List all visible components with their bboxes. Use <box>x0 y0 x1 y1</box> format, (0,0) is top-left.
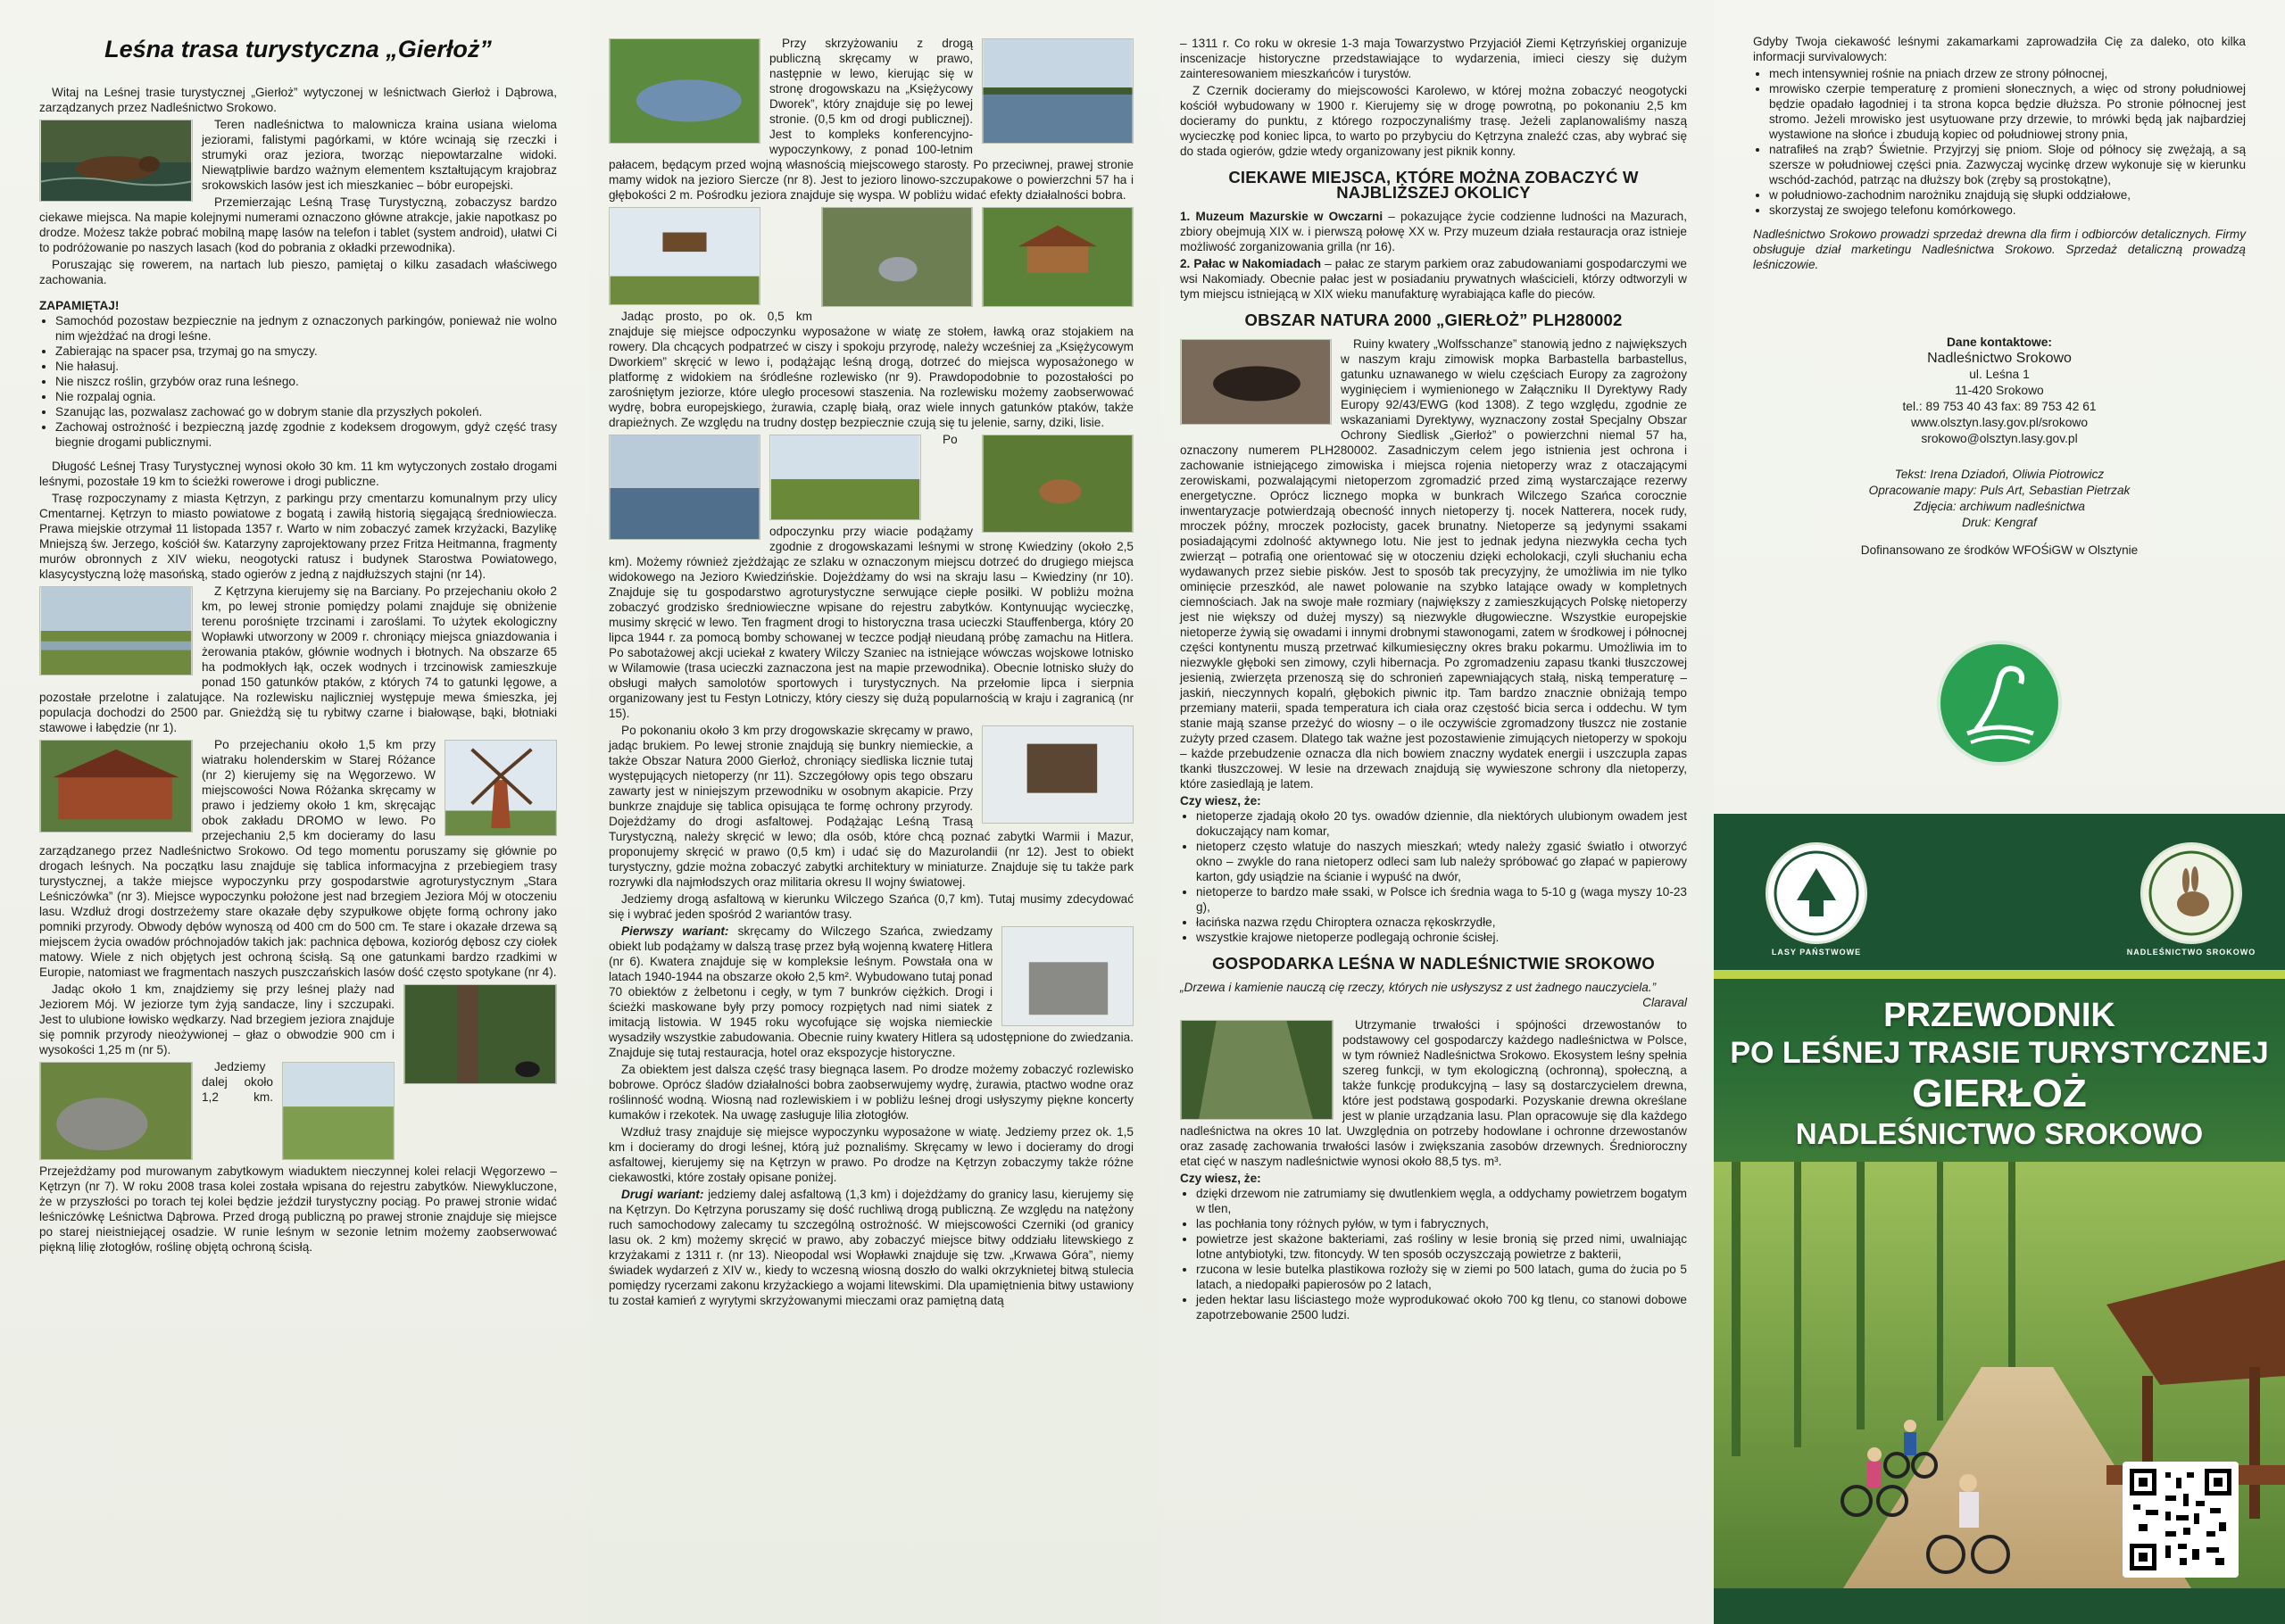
contact-block <box>1753 335 2246 447</box>
credit-map: Opracowanie mapy: Puls Art, Sebastian Pietrzak <box>1868 484 2131 497</box>
paragraph: Trasę rozpoczynamy z miasta Kętrzyn, z parkingu przy cmentarzu komunalnym przy ulicy Cmentarnej. Kętrzyn to miasto powiatowe z bogatą i zawiłą historią sięgającą średniowiecza. Prawa miejskie otrzymał 11 listopada 1357 r. Warto w nim zobaczyć zamek krzyżacki, Bazylikę Mniejszą św. Jerzego, kościół św. Katarzyny zaprojektowany przez Fritza Heitmanna, fragmenty murów obronnych z XIV wieku, neogotycki ratusz i budynek Starostwa Powiatowego, klasycystyczną lożę masońską, stado ogierów z jedną z najdłuższych stajni (nr 14). <box>39 492 557 581</box>
paragraph: Poruszając się rowerem, na nartach lub pieszo, pamiętaj o kilku zasadach właściwego zachowania. <box>39 258 557 286</box>
contact-website-link[interactable]: www.olsztyn.lasy.gov.pl/srokowo <box>1910 416 2089 429</box>
qr-code-icon <box>2130 1469 2231 1570</box>
paragraph: Teren nadleśnictwa to malownicza kraina usiana wieloma jeziorami, falistymi pagórkami, w które wcinają się rzeczki i strumyki oraz jeziora, tworząc niepowtarzalne widoki. Niewątpliwie bardzo ważnym elementem kształtującym krajobraz srokowskich lasów jest ich mieszkaniec – bóbr europejski. <box>202 118 557 192</box>
funding-note: Dofinansowano ze środków WFOŚiGW w Olsztynie <box>1860 543 2139 557</box>
paragraph: Jedziemy dalej około 1,2 km. Przejeżdżamy pod murowanym zabytkowym wiaduktem nieczynnej kolei relacji Węgorzewo – Kętrzyn (nr 7). W roku 2008 trasa kolei została wpisana do rejestru zabytków. Niewykluczone, że w przyszłości po torach tej kolei będzie jeździł turystyczny pociąg. Po prawej stronie widać leśniczówkę Leśnictwa Dąbrowa. Przed drogą publiczną po prawej stronie znajduje się miejsce po starej nieistniejącej osadzie. W runie leśnym w sezonie letnim możemy zaobserwować piękną lilię złotogłów, roślinę objętą ochroną ścisłą. <box>39 1060 557 1254</box>
bunker-sign-photo <box>982 725 1134 824</box>
cover-accent-stripe <box>1714 970 2285 979</box>
list-item: • Nie rozpalaj ognia. <box>55 389 557 404</box>
paragraph: Po odpoczynku przy wiacie podążamy zgodnie z drogowskazami leśnymi w stronę Kwiedziny (około 2,5 km). Możemy również zjeżdżając ze szlaku w oznaczonym miejscu dotrzeć do drugiego miejsca widokowego na Jezioro Kwiedzińskie. Dojeżdżamy do wsi na skraju lasu – Kwiedziny (nr 10). Znajduje się tu gospodarstwo agroturystyczne serwujące ciepłe posiłki. W pobliżu można zobaczyć grodzisko średniowieczne wpisane do rejestru zabytków. Kontynuując wycieczkę, musimy skręcić w lewo. Ten fragment drogi to historyczna trasa ucieczki Stauffenberga, który 20 lipca 1944 r. za pomocą bomby schowanej w teczce podjął nieudaną próbę zamachu na Hitlera. Po sabotażowej akcji uciekał z kwatery Wilczy Szaniec na istniejące wówczas wojskowe lotnisko w Wilamowie (trasa ucieczki zaznaczona jest na mapie przewodnika). Obecnie lotnisko służy do obsługi małych samolotów sportowych i turystycznych. Na przełomie lipca i sierpnia organizowany jest tu Festyn Lotniczy, który cieszy się dużą popularnością w kraju i zagranicą (nr 15). <box>609 433 1134 720</box>
variant2-text: jedziemy dalej asfaltową (1,3 km) i dojeżdżamy do granicy lasu, kierujemy się na Kętrzyn. Do Kętrzyna poruszamy się dość ruchliwą drogą publiczną. Ze względu na natężony ruch samochodowy zalecamy tu szczególną ostrożność. W miejscowości Czerniki (od granicy lasu ok. 2 km) możemy skręcić w prawo, aby zobaczyć miejsce bitwy oddziału litewskiego z krzyżakami z 1311 r. (nr 13). Nieopodal wsi Wopławki znajduje się tzw. „Krwawa Góra”, niemy świadek wydarzeń z XIV w., kiedy to wczesną wiosną doszło do walki okrzyknietej bitwą stulecia pomiędzy rycerzami zakonu krzyżackiego a wojami litewskimi. Dla upamiętnienia bitwy ustawiony tu został kamień z wyrytymi skrzyżowanymi mieczami oraz pamiętną datą <box>609 1188 1134 1307</box>
windmill-photo <box>445 740 557 836</box>
didyouknow-label: Czy wiesz, że: <box>1180 1172 1261 1185</box>
section-title-forestry: GOSPODARKA LEŚNA W NADLEŚNICTWIE SROKOWO <box>1212 954 1655 973</box>
paragraph: Ruiny kwatery „Wolfsschanze” stanowią jedno z największych w naszym kraju zimowisk mopka Barbastella barbastellus, gatunku uznawanego w wielu częściach Europy za zagrożony wyginięciem i wymienionego w Załączniku II Dyrektywy Rady Europy 92/43/EWG (kod 1308). Z tego względu, zgodnie ze wskazaniami Dyrektywy, wyznaczony został Specjalny Obszar Ochrony Siedlisk „Gierłoż” o powierzchni niemal 57 ha, oznaczony numerem PLH280002. Zasadniczym celem jego istnienia jest ochrona i zachowanie istniejącego zimowiska i miejsca rojenia nietoperzy wraz z otaczającymi zerowiskami, pozwalającymi nietoperzom zgromadzić przed zimą wystarczające rezerwy energetyczne. Oprócz licznego mopka w bunkrach Wilczego Szańca corocznie inwentaryzacje potwierdzają obecność innych nietoperzy tj. nocek Natterera, nocek rudy, mroczek późny, mroczek pozłocisty, gacek brunatny. Nietoperze są jedynymi ssakami posiadającymi zdolność aktywnego lotu. Nie jest to jednak jedyna niezwykła cecha tych zwierząt – potrafią one orientować się w otoczeniu dzięki echolokacji, czyli słuchaniu echa wydawanych przez siebie pisków. Jest to sposób tak precyzyjny, że umożliwia im nie tylko ominięcie przeszkód, ale nawet polowanie na szybko latające owady w kompletnych ciemnościach. Jak na swoje małe rozmiary (największy z zamieszkujących Polskę nietoperzy jest nie większy od dużej myszy) są niezwykle długowieczne. Wszystkie europejskie nietoperze żywią się owadami i innymi drobnymi stawonogami, zatem w środkowej i północnej części kontynentu muszą przetrwać kilkumiesięczny okres braku pokarmu. Umożliwia im to niezwykle głęboki sen zimowy, czyli hibernacja. Po zgromadzeniu zapasu tkanki tłuszczowej jesienią, zwierzęta przenoszą się do schronień zapewniających stałą, niską temperaturę – jaskiń, nieczynnych kopalń, głębokich piwnic itp. Tam bardzo znacznie obniżają tempo przemiany materii, spada temperatura ich ciała oraz częstość bicia serca i oddechu. W tym stanie mają szanse przeżyć do wiosny – o ile oczywiście zgromadzony tłuszcz nie zostanie zużyty przed czasem. Dlatego tak ważne jest pozostawienie zimujących nietoperzy w spokoju – każde przebudzenie oznacza dla nich bowiem znaczny wydatek energii i uszczupla zapas tkanki tłuszczowej. W lesie na drzewach znajdują się wywieszone schrony dla nietoperzy, które zasiedlają je latem. <box>1180 337 1687 791</box>
paragraph: Jedziemy drogą asfaltową w kierunku Wilczego Szańca (0,7 km). Tutaj musimy zdecydować się i wybrać jeden spośród 2 wariantów trasy. <box>609 892 1134 921</box>
lake-reeds-photo <box>282 1062 395 1160</box>
lasy-panstwowe-logo-icon <box>1772 849 1861 938</box>
panel-3 <box>1160 0 1714 1624</box>
paragraph: Za obiektem jest dalsza część trasy biegnąca lasem. Po drodze możemy zobaczyć rozlewisko bobrowe. Oprócz śladów działalności bobra zaobserwujemy wydrę, żurawia, ptactwo wodne oraz roślinność wodną. Wiosną nad rozlewiskiem i w pobliżu leśnej drogi usłyszymy piękne koncerty kumaków i rzekotek. Na uwagę zasługuje lilia złotogłów. <box>609 1063 1134 1122</box>
list-item: • dzięki drzewom nie zatrumiamy się dwutlenkiem węgla, a oddychamy powietrzem bogatym w tlen, <box>1196 1186 1687 1216</box>
place-1-label: 1. Muzeum Mazurskie w Owczarni <box>1180 210 1383 223</box>
place-2-label: 2. Pałac w Nakomiadach <box>1180 257 1322 270</box>
boulder-photo <box>39 1062 193 1160</box>
paragraph: Wzdłuż trasy znajduje się miejsce wypoczynku wyposażone w wiatę. Jedziemy przez ok. 1,5 km i docieramy do drogi leśnej, którą już poznaliśmy. Skręcamy w lewo i docieramy do drogi asfaltowej, kierujemy się na Kętrzyn w prawo. Po drodze na Kętrzyn zobaczymy także różne ciekawostki, które zostały opisane poniżej. <box>609 1125 1134 1184</box>
list-item: • jeden hektar lasu liściastego może wyprodukować około 700 kg tlenu, co stanowi dobowe zapotrzebowanie 2500 ludzi. <box>1196 1292 1687 1322</box>
paragraph: Po pokonaniu około 3 km przy drogowskazie skręcamy w prawo, jadąc brukiem. Po lewej stronie znajdują się bunkry niemieckie, a także Obszar Natura 2000 Gierłoż, chroniący siedliska licznie tutaj występujących nietoperzy (nr 11). Szczegółowy opis tego obszaru zawarty jest w niniejszym przewodniku w osobnym akapicie. Przy bunkrze znajduje się tablica opisująca te formę ochrony przyrody. Dojeżdżamy do drogi asfaltowej. Podążając Leśną Trasą Turystyczną, należy skręcić w lewo; dla osób, które chcą poznać zabytki Warmii i Mazur, proponujemy skręcić w prawo (0,5 km) i udać się do Mazurolandii (nr 12). Jest to obiekt turystyczny, gdzie można zobaczyć zabytki architektury w miniaturze. Znajduje się tu także park rozrywki dla najmłodszych oraz militaria okresu II wojny światowej. <box>609 724 1134 889</box>
page-title: Leśna trasa turystyczna „Gierłoż” <box>104 36 492 62</box>
deer-photo <box>982 435 1134 533</box>
lodge-photo <box>39 740 193 833</box>
lake-panorama-photo <box>609 435 760 540</box>
paragraph: Gdyby Twoja ciekawość leśnymi zakamarkami zaprowadziła Cię za daleko, oto kilka informacji survivalowych: <box>1753 35 2246 63</box>
panel-1 <box>0 0 589 1624</box>
list-item: • nietoperze to bardzo małe ssaki, w Polsce ich średnia waga to 5-10 g (waga myszy 10-23 g), <box>1196 884 1687 915</box>
credits-block <box>1753 467 2246 531</box>
place-2-text: – pałac ze starym parkiem oraz zabudowaniami gospodarczymi we wsi Nakomiady. Obecnie pałac jest w posiadaniu prywatnych właścicieli, którzy odtworzyli w tym miejscu istniejącą w XIX wieku manufakturę wyrabiająca kafle do pieców. <box>1180 257 1687 301</box>
remember-label: ZAPAMIĘTAJ! <box>39 299 120 312</box>
contact-street: ul. Leśna 1 <box>1969 368 2030 381</box>
list-item: • skorzystaj ze swojego telefonu komórkowego. <box>1769 203 2246 218</box>
list-item: • Zachowaj ostrożność i bezpieczną jazdę zgodnie z kodeksem drogowym, gdyż część trasy biegnie drogami publicznymi. <box>55 419 557 450</box>
hare-icon <box>2147 849 2236 938</box>
list-item: • mech intensywniej rośnie na pniach drzew ze strony północnej, <box>1769 66 2246 81</box>
list-item: • Szanując las, pozwalasz zachować go w dobrym stanie dla przyszłych pokoleń. <box>55 404 557 419</box>
paragraph: Długość Leśnej Trasy Turystycznej wynosi około 30 km. 11 km wytyczonych zostało drogami leśnymi, pozostałe 19 km to ścieżki rowerowe i drogi publiczne. <box>39 460 557 488</box>
didyouknow-label: Czy wiesz, że: <box>1180 794 1261 808</box>
paragraph: Z Czernik docieramy do miejscowości Karolewo, w której można zobaczyć neogotycki kościół wybudowany w 1900 r. Kierujemy się w drogę powrotną, po pokonaniu 2,5 km docieramy do punktu, z którego rozpoczynaliśmy trasę. Jeżeli zaplanowaliśmy naszą wycieczkę pod koniec lipca, to warto po przybyciu do Kętrzyna znaleźć czas, aby wybrać się do stada ogierów, gdzie wtedy organizowany jest piknik konny. <box>1180 84 1687 158</box>
cover <box>1714 814 2285 1624</box>
quote: „Drzewa i kamienie nauczą cię rzeczy, których nie usłyszysz z ust żadnego nauczyciela.” <box>1180 981 1657 994</box>
wetland-photo <box>39 586 193 675</box>
panel-3-text <box>1180 36 1687 1322</box>
meadow-photo <box>769 435 921 520</box>
survival-list <box>1753 66 2246 218</box>
lasy-panstwowe-logo-text: LASY PAŃSTWOWE <box>1771 948 1862 957</box>
contact-label: Dane kontaktowe: <box>1946 336 2053 349</box>
shelter-photo <box>982 207 1134 307</box>
credit-print: Druk: Kengraf <box>1962 516 2037 529</box>
list-item: • mrowisko czerpie temperaturę z promieni słonecznych, a więc od strony południowej będzie opadało łagodniej i ta strona kopca będzie dłuższa. Po stronie północnej jest stromo. Jeżeli mrowisko jest usytuowane przy drzewie, to mrówki będą jak najbardziej wystawione na słońce i zbudują kopiec od południowej strony pnia, <box>1769 81 2246 142</box>
paragraph: Jadąc prosto, po ok. 0,5 km znajduje się miejsce odpoczynku wyposażone w wiatę ze stołem, ławką oraz stojakiem na rowery. Dla chcących podpatrzeć w ciszy i spokoju przyrodę, należy wcześniej za „Księżycowym Dworkiem” skręcić w lewo i, podążając leśną drogą, dotrzeć do miejsca wyposażonego w platformę z widokiem na śródleśne rozlewisko (nr 9). Prawdopodobnie to pozostałości po zarośniętym jeziorze, które uległo procesowi staszenia. Na rozlewisku możemy zaobserwować wydrę, bobra europejskiego, żurawia, czaplę białą, oraz wiele innych gatunków ptaków, także drapieżnych. Ze względu na trudny dostęp bezpiecznie czują się tu jelenie, sarny, dziki, lisie. <box>609 310 1134 429</box>
paragraph: Przy skrzyżowaniu z drogą publiczną skręcamy w prawo, następnie w lewo, kierując się w stronę drogowskazu na „Księżycowy Dworek”, który znajduje się po lewej stronie. (0,5 km od drogi publicznej). Jest to kompleks konferencyjno-wypoczynkowy, z ponad 100-letnim pałacem, będącym przed wojną własnością miejscowego starosty. Po przeciwnej, prawej stronie mamy widok na jezioro Siercze (nr 8). Jest to jezioro linowo-szczupakowe o powierzchni 57 ha i głębokości 2 m. Pośrodku jeziora znajduje się wyspa. W pobliżu widać efekty działalności bobra. <box>609 37 1134 202</box>
beaver-photo <box>39 120 193 202</box>
list-item: • nietoperz często wlatuje do naszych mieszkań; wtedy należy zgasić światło i otworzyć okno – zwykle do rana nietoperz odleci sam lub należy spróbować go złapać w papierowy karton, gdy usiądzie na ścianie i wypuść na dwór, <box>1196 839 1687 884</box>
lake-aerial-photo <box>609 38 760 144</box>
panel-4-text <box>1753 34 2246 272</box>
paragraph: Przemierzając Leśną Trasę Turystyczną, zobaczysz bardzo ciekawe miejsca. Na mapie kolejnymi numerami oznaczono główne atrakcje, jakie napotkasz po drodze. Możesz także pobrać mobilną mapę lasów na telefon i tablet (system android), ułatwi Ci to podróżowanie po naszych lasach (kod do pobrania z okładki przewodnika). <box>39 195 557 254</box>
list-item: • w południowo-zachodnim narożniku znajdują się słupki oddziałowe, <box>1769 187 2246 203</box>
crane-photo <box>821 207 973 307</box>
cover-title-line-4: NADLEŚNICTWO SROKOWO <box>1795 1117 2204 1150</box>
paragraph: Utrzymanie trwałości i spójności drzewostanów to podstawowy cel gospodarczy każdego nadleśnictwa w Polsce, w tym również Nadleśnictwa Srokowo. Ekosystem leśny spełnia szereg funkcji, w tym ekologiczną (ochronną), społeczną, a także funkcję produkcyjną – lasy są dostarczycielem drewna, które jest podstawą gospodarki. Pozyskanie drewna określane jest w planie urządzania lasu. Plan opracowuje się dla każdego nadleśnictwa na okres 10 lat. Uwzględnia on potrzeby hodowlane i ochronne drzewostanów oraz zasadę zachowania trwałości lasów i zwiększania zasobów drzewnych. Średnioroczny etat cięć w naszym nadleśnictwie wynosi około 88,5 tys. m³. <box>1180 1018 1687 1168</box>
sales-note: Nadleśnictwo Srokowo prowadzi sprzedaż drewna dla firm i odbiorców detalicznych. Firmy obsługuje dział marketingu Nadleśnictwa Srokowo. Sprzedaż detaliczną prowadzą leśniczowie. <box>1753 228 2246 271</box>
paragraph: – 1311 r. Co roku w okresie 1-3 maja Towarzystwo Przyjaciół Ziemi Kętrzyńskiej organizuje inscenizacje historyczne przedstawiające to wydarzenia, imieci cieszy się dużym zainteresowaniem mieszkańców i turystów. <box>1180 37 1687 80</box>
variant1-label: Pierwszy wariant: <box>621 924 729 938</box>
list-item: • łacińska nazwa rzędu Chiroptera oznacza rękoskrzydłe, <box>1196 915 1687 930</box>
list-item: • wszystkie krajowe nietoperze podlegają ochronie ścisłej. <box>1196 930 1687 945</box>
section-title-places: CIEKAWE MIEJSCA, KTÓRE MOŻNA ZOBACZYĆ W NAJBLIŻSZEJ OKOLICY <box>1228 168 1639 202</box>
sunlit-forest-photo <box>1180 1020 1334 1120</box>
variant2-label: Drugi wariant: <box>621 1188 704 1201</box>
list-item: • Nie niszcz roślin, grzybów oraz runa leśnego. <box>55 374 557 389</box>
panel-1-text <box>39 85 557 1256</box>
credit-text: Tekst: Irena Dziadoń, Oliwia Piotrowicz <box>1894 468 2105 481</box>
tower-photo <box>609 207 760 305</box>
list-item: • rzucona w lesie butelka plastikowa rozłoży się w ziemi po 500 latach, guma do żucia po 5 latach, a niedopałki papierosów po 2 latach, <box>1196 1262 1687 1292</box>
cover-bottom-bar <box>1714 1588 2285 1624</box>
cover-title-line-2: PO LEŚNEJ TRASIE TURYSTYCZNEJ <box>1730 1036 2269 1070</box>
contact-name: Nadleśnictwo Srokowo <box>1927 351 2072 366</box>
paragraph: Witaj na Leśnej trasie turystycznej „Gierłoż” wytyczonej w leśnictwach Gierłoż i Dąbrowa, zarządzanych przez Nadleśnictwo Srokowo. <box>39 86 557 114</box>
stork-icon <box>1940 644 2058 762</box>
cover-title <box>1714 997 2285 1152</box>
contact-email-link[interactable]: srokowo@olsztyn.lasy.gov.pl <box>1921 432 2078 445</box>
bat-photo <box>1180 339 1332 425</box>
wolfs-lair-photo <box>1001 926 1134 1026</box>
rules-list <box>39 313 557 450</box>
list-item: • Nie hałasuj. <box>55 359 557 374</box>
cover-title-line-3: GIERŁOŻ <box>1912 1072 2087 1115</box>
variant1-text: skręcamy do Wilczego Szańca, zwiedzamy obiekt lub podążamy w dalszą trasę przez byłą wojenną kwaterę Hitlera (nr 6). Kwatera znajduje się w kompleksie leśnym. Powstała ona w latach 1940-1944 na obszarze około 2,5 km². Wybudowano tutaj ponad 70 obiektów z żelbetonu i cegły, w tym 7 bunkrów ciężkich. Drogi i ścieżki maskowane były przy pomocy rozpiętych nad nimi siatek z imitacją listowia. W 1945 roku wycofujące się wojska niemieckie wysadziły wszystkie zabudowania. Obecnie ruiny kwatery Hitlera są udostępnione do zwiedzania. Znajduje się tutaj restauracja, hotel oraz ekspozycje historyczne. <box>609 924 1134 1059</box>
credit-photos: Zdjęcia: archiwum nadleśnictwa <box>1914 500 2085 513</box>
contact-city: 11-420 Srokowo <box>1955 384 2044 397</box>
fund-logo <box>1937 641 2062 766</box>
list-item: • powietrze jest skażone bakteriami, zaś rośliny w lesie bronią się przed nimi, uwalniając lotne antybiotyki, tzw. fitoncydy. W ten sposób oczyszczają powietrze z bakterii, <box>1196 1231 1687 1262</box>
section-title-natura: OBSZAR NATURA 2000 „GIERŁOŻ” PLH280002 <box>1244 311 1623 329</box>
list-item: • Samochód pozostaw bezpiecznie na jednym z oznaczonych parkingów, ponieważ nie wolno nim wjeżdżać na drogi leśne. <box>55 313 557 344</box>
panel-2-text <box>609 36 1134 1308</box>
paragraph: Z Kętrzyna kierujemy się na Barciany. Po przejechaniu około 2 km, po lewej stronie pomiędzy polami znajduje się obniżenie terenu porośnięte trzcinami i zaroślami. To użytek ekologiczny Wopławki utworzony w 2009 r. chroniący miejsca gniazdowania i żerowania ptaków, głównie wodnych i błotnych. Na obszarze 65 ha podmokłych łąk, oczek wodnych i trzcinowisk zamieszkuje ponad 150 gatunków ptaków, z których 74 to gatunki lęgowe, a pozostałe przelotne i zalatujące. Na rozlewisku najliczniej występuje mewa śmieszka, jej populacja dochodzi do 2500 par. Gnieżdżą się tu rybitwy czarne i białowąse, bąki, błotniaki stawowe i łabędzie (nr 1). <box>39 584 557 734</box>
list-item: • Zabierając na spacer psa, trzymaj go na smyczy. <box>55 344 557 359</box>
nadlesnictwo-logo-text: NADLEŚNICTWO SROKOWO <box>2126 948 2256 957</box>
panel-2 <box>589 0 1160 1624</box>
list-item: • las pochłania tony różnych pyłów, w tym i fabrycznych, <box>1196 1216 1687 1231</box>
nadlesnictwo-logo <box>2140 842 2242 944</box>
oak-beetle-photo <box>403 984 557 1084</box>
paragraph: Po przejechaniu około 1,5 km przy wiatraku holenderskim w Starej Różance (nr 2) kierujemy się na Węgorzewo. W miejscowości Nowa Różanka skręcamy w prawo i jedziemy około 1 km, skręcając obok zakładu DROMO w lewo. Po przejechaniu 2,5 km docieramy do lasu zarządzanego przez Nadleśnictwo Srokowo. Od tego momentu poruszamy się głównie po drogach leśnych. Na początku lasu znajduje się tablica informacyjna z przebiegiem trasy turystycznej, a także miejsce wypoczynku przy gospodarstwie agroturystycznym „Stara Leśniczówka” (nr 3). Miejsce wypoczynku położone jest nad brzegiem Jeziora Mój w otoczeniu lasu. Wzdłuż drogi dostrzeżemy stare okazałe dęby szypułkowe objęte formą ochrony jako pomniki przyrody. Obwody dębów wynoszą od 400 cm do 500 cm. Te stare i okazałe drzewa są miejscem życia owadów próchnojadów takich jak: pachnica dębowa, kozioróg dębosz czy ciołek matowy. Wiele z nich objętych jest ochroną ścisłą. Są one gatunkami bardzo rzadkimi w Europie, natomiast we fragmentach naszych puszczańskich lasów dość często spotykane (nr 4). <box>39 738 557 979</box>
list-item: • nietoperze zjadają około 20 tys. owadów dziennie, dla niektórych ulubionym owadem jest dokuczający nam komar, <box>1196 808 1687 839</box>
contact-phone: tel.: 89 753 40 43 fax: 89 753 42 61 <box>1902 400 2097 413</box>
lake-view-photo <box>982 38 1134 144</box>
list-item: • natrafiłeś na zrąb? Świetnie. Przyjrzyj się pniom. Słoje od północy się zwężają, a są szersze w południowej części pnia. Zazwyczaj wycinkę drzew wykonuje się w kierunku wschód-zachód, patrząc na dłuższy bok (zręby są prostokątne), <box>1769 142 2246 187</box>
quote-author: Claraval <box>1642 996 1687 1009</box>
cover-title-line-1: PRZEWODNIK <box>1883 997 2115 1034</box>
lasy-panstwowe-logo <box>1766 842 1867 944</box>
bat-facts-list <box>1180 808 1687 945</box>
place-1-text: – pokazujące życie codzienne ludności na Mazurach, zbiory obejmują XIX w. i pierwszą połowę XX w. Przy muzeum działa restauracja oraz istnieje możliwość zorganizowania grilla (nr 16). <box>1180 210 1687 253</box>
qr-code[interactable] <box>2123 1462 2239 1578</box>
forest-facts-list <box>1180 1186 1687 1322</box>
paragraph: Jadąc około 1 km, znajdziemy się przy leśnej plaży nad Jeziorem Mój. W jeziorze tym żyją sandacze, liny i szczupaki. Jest to ulubione łowisko wędkarzy. Nad brzegiem jeziora znajduje się pomnik przyrody nieożywionej – głaz o obwodzie 900 cm i wysokości 1,25 m (nr 5). <box>39 982 395 1056</box>
